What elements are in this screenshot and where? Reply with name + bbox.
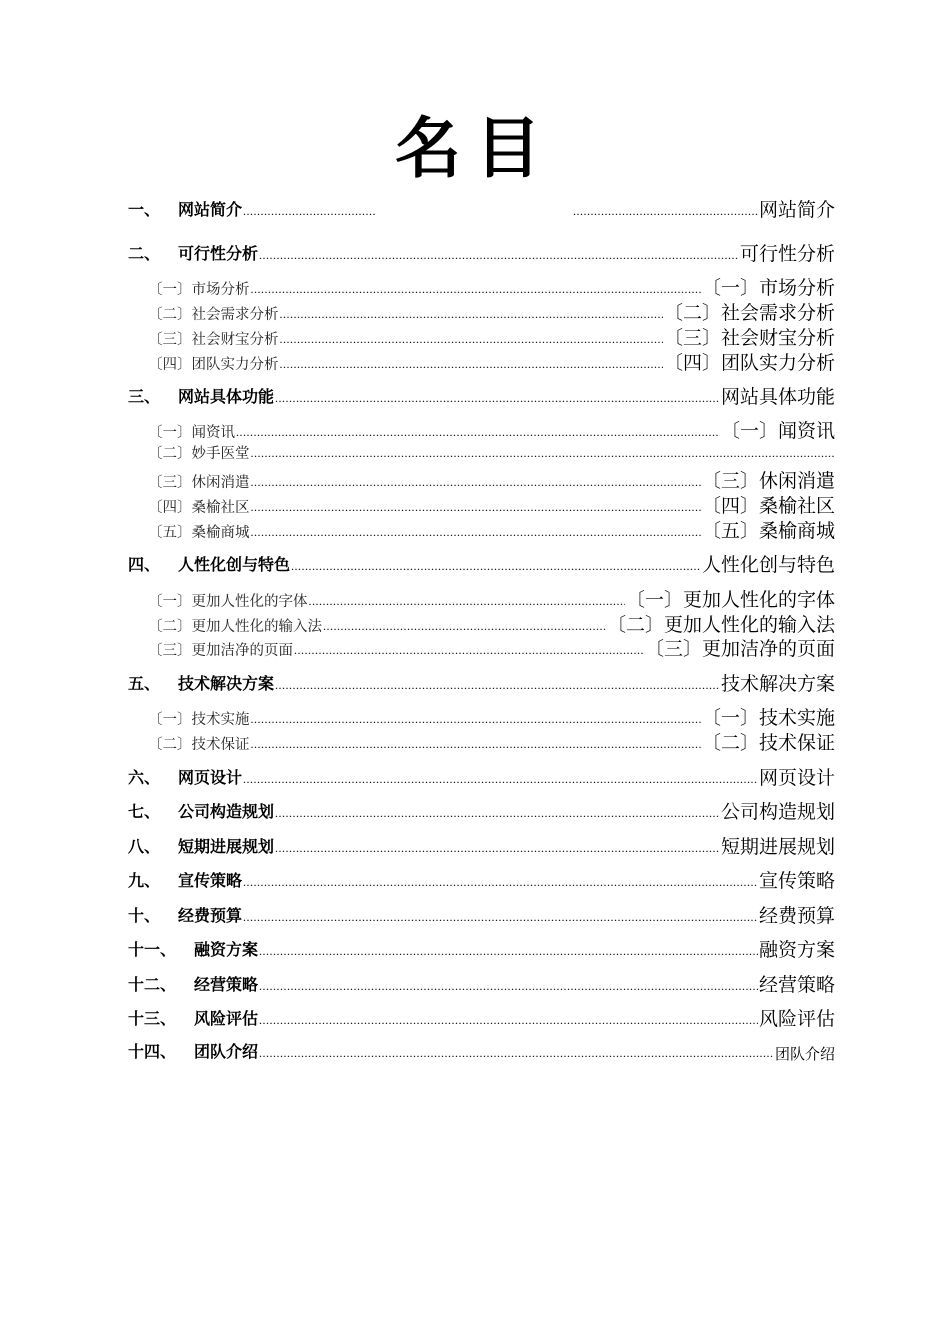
toc-label: 可行性分析 <box>178 246 259 263</box>
toc-number: 十四、 <box>128 1044 177 1061</box>
leader-dots <box>251 282 701 296</box>
toc-page-ref: 网站简介 <box>758 199 835 221</box>
leader-dots <box>251 475 701 489</box>
leader-dots <box>275 841 720 855</box>
toc-number: 二、 <box>128 246 161 263</box>
toc-page-ref: 融资方案 <box>758 939 835 961</box>
toc-number: 八、 <box>128 839 161 856</box>
toc-subentry[interactable] <box>128 706 835 730</box>
toc-page-ref: 可行性分析 <box>739 243 835 265</box>
toc-label: 风险评估 <box>194 1011 259 1028</box>
toc-subentry[interactable] <box>128 637 835 661</box>
toc-entry[interactable] <box>128 869 835 893</box>
toc-entry[interactable] <box>128 385 835 409</box>
toc-label: 网站简介 <box>178 202 243 219</box>
toc-page-ref: 〔三〕休闲消遣 <box>701 470 835 492</box>
toc-subentry[interactable] <box>128 276 835 300</box>
toc-page-ref: 〔一〕更加人性化的字体 <box>625 589 835 611</box>
toc-number: 十二、 <box>128 977 177 994</box>
toc-page-ref: 〔四〕桑榆社区 <box>701 495 835 517</box>
leader-dots <box>259 1046 774 1060</box>
leader-dots <box>251 737 701 751</box>
toc-label: 〔三〕休闲消遣 <box>148 475 250 491</box>
toc-entry[interactable] <box>128 553 835 577</box>
toc-subentry[interactable] <box>128 519 835 543</box>
toc-label: 经费预算 <box>178 908 243 925</box>
toc-entry[interactable] <box>128 835 835 859</box>
toc-number: 五、 <box>128 676 161 693</box>
toc-label: 网站具体功能 <box>178 389 275 406</box>
toc-page-ref: 人性化创与特色 <box>701 554 835 576</box>
toc-page-ref: 〔一〕市场分析 <box>701 277 835 299</box>
leader-dots <box>251 446 835 460</box>
toc-entry[interactable] <box>128 938 835 962</box>
toc-subentry[interactable] <box>128 613 835 637</box>
leader-dots <box>573 204 758 218</box>
toc-page-ref: 〔二〕社会需求分析 <box>663 302 835 324</box>
toc-label: 〔一〕技术实施 <box>148 712 250 728</box>
toc-label: 〔五〕桑榆商城 <box>148 525 250 541</box>
leader-dots <box>259 944 758 958</box>
toc-entry[interactable] <box>128 1007 835 1031</box>
leader-dots <box>291 559 701 573</box>
toc-page-ref: 〔三〕社会财宝分析 <box>663 327 835 349</box>
leader-dots <box>243 875 758 889</box>
toc-entry[interactable] <box>128 904 835 928</box>
toc-label: 经营策略 <box>194 977 259 994</box>
toc-number: 四、 <box>128 557 161 574</box>
toc-label: 网页设计 <box>178 770 243 787</box>
toc-page-ref: 网页设计 <box>758 767 835 789</box>
toc-label: 〔一〕市场分析 <box>148 282 250 298</box>
toc-page-ref: 〔四〕团队实力分析 <box>663 352 835 374</box>
toc-label: 技术解决方案 <box>178 676 275 693</box>
toc-page-ref: 公司构造规划 <box>720 801 835 823</box>
toc-page-ref: 〔二〕技术保证 <box>701 732 835 754</box>
toc-subentry[interactable] <box>128 494 835 518</box>
leader-dots <box>243 910 758 924</box>
toc-number: 九、 <box>128 873 161 890</box>
leader-dots <box>280 332 663 346</box>
toc-number: 十一、 <box>128 942 177 959</box>
toc-label: 〔三〕社会财宝分析 <box>148 332 279 348</box>
toc-label: 团队介绍 <box>194 1044 259 1061</box>
toc-page-ref: 团队介绍 <box>774 1045 835 1063</box>
toc-label: 〔一〕更加人性化的字体 <box>148 594 308 610</box>
toc-label: 短期进展规划 <box>178 839 275 856</box>
toc-subentry[interactable] <box>128 469 835 493</box>
toc-page-ref: 〔二〕更加人性化的输入法 <box>606 614 835 636</box>
toc-label: 〔二〕技术保证 <box>148 737 250 753</box>
leader-dots <box>243 204 375 218</box>
toc-entry[interactable] <box>128 1042 835 1064</box>
leader-dots <box>275 678 720 692</box>
leader-dots <box>236 425 720 439</box>
toc-page-ref: 〔三〕更加洁净的页面 <box>644 638 835 660</box>
toc-label: 〔四〕团队实力分析 <box>148 357 279 373</box>
toc-page-ref: 经营策略 <box>758 974 835 996</box>
toc-label: 公司构造规划 <box>178 804 275 821</box>
toc-page-ref: 经费预算 <box>758 905 835 927</box>
toc-page-ref: 风险评估 <box>758 1008 835 1030</box>
leader-dots <box>275 806 720 820</box>
leader-dots <box>251 500 701 514</box>
toc-entry[interactable] <box>128 198 835 222</box>
toc-subentry[interactable] <box>128 419 835 443</box>
leader-dots <box>243 772 758 786</box>
leader-dots <box>251 712 701 726</box>
leader-dots <box>259 248 739 262</box>
toc-subentry[interactable] <box>128 731 835 755</box>
toc-subentry[interactable] <box>128 326 835 350</box>
toc-label: 〔二〕更加人性化的输入法 <box>148 619 322 635</box>
leader-dots <box>323 619 606 633</box>
toc-entry[interactable] <box>128 800 835 824</box>
toc-label: 〔四〕桑榆社区 <box>148 500 250 516</box>
toc-subentry[interactable] <box>128 588 835 612</box>
toc-page-ref: 短期进展规划 <box>720 836 835 858</box>
leader-dots <box>251 525 701 539</box>
toc-entry[interactable] <box>128 242 835 266</box>
toc-label: 〔二〕社会需求分析 <box>148 307 279 323</box>
toc-label: 〔二〕妙手医堂 <box>148 446 250 462</box>
toc-label: 宣传策略 <box>178 873 243 890</box>
leader-dots <box>259 1013 758 1027</box>
toc-label: 融资方案 <box>194 942 259 959</box>
toc-subentry[interactable] <box>128 301 835 325</box>
toc-number: 十、 <box>128 908 161 925</box>
toc-page-ref: 〔一〕闻资讯 <box>720 420 835 442</box>
toc-number: 六、 <box>128 770 161 787</box>
leader-dots <box>275 391 720 405</box>
toc-label: 〔三〕更加洁净的页面 <box>148 643 293 659</box>
toc-entry[interactable] <box>128 766 835 790</box>
toc-label: 人性化创与特色 <box>178 557 291 574</box>
toc-number: 三、 <box>128 389 161 406</box>
toc-page-ref: 宣传策略 <box>758 870 835 892</box>
leader-dots <box>309 594 625 608</box>
toc-subentry[interactable] <box>128 444 835 464</box>
page-title: 名目 <box>395 109 555 187</box>
toc-page-ref: 网站具体功能 <box>720 386 835 408</box>
toc-entry[interactable] <box>128 672 835 696</box>
toc-page-ref: 〔一〕技术实施 <box>701 707 835 729</box>
leader-dots <box>259 979 758 993</box>
toc-entry[interactable] <box>128 973 835 997</box>
toc-number: 七、 <box>128 804 161 821</box>
leader-dots <box>280 307 663 321</box>
toc-page-ref: 〔五〕桑榆商城 <box>701 520 835 542</box>
toc-label: 〔一〕闻资讯 <box>148 425 235 441</box>
toc-number: 一、 <box>128 202 161 219</box>
leader-dots <box>280 357 663 371</box>
toc-subentry[interactable] <box>128 351 835 375</box>
leader-dots <box>294 643 644 657</box>
toc-number: 十三、 <box>128 1011 177 1028</box>
toc-page-ref: 技术解决方案 <box>720 673 835 695</box>
